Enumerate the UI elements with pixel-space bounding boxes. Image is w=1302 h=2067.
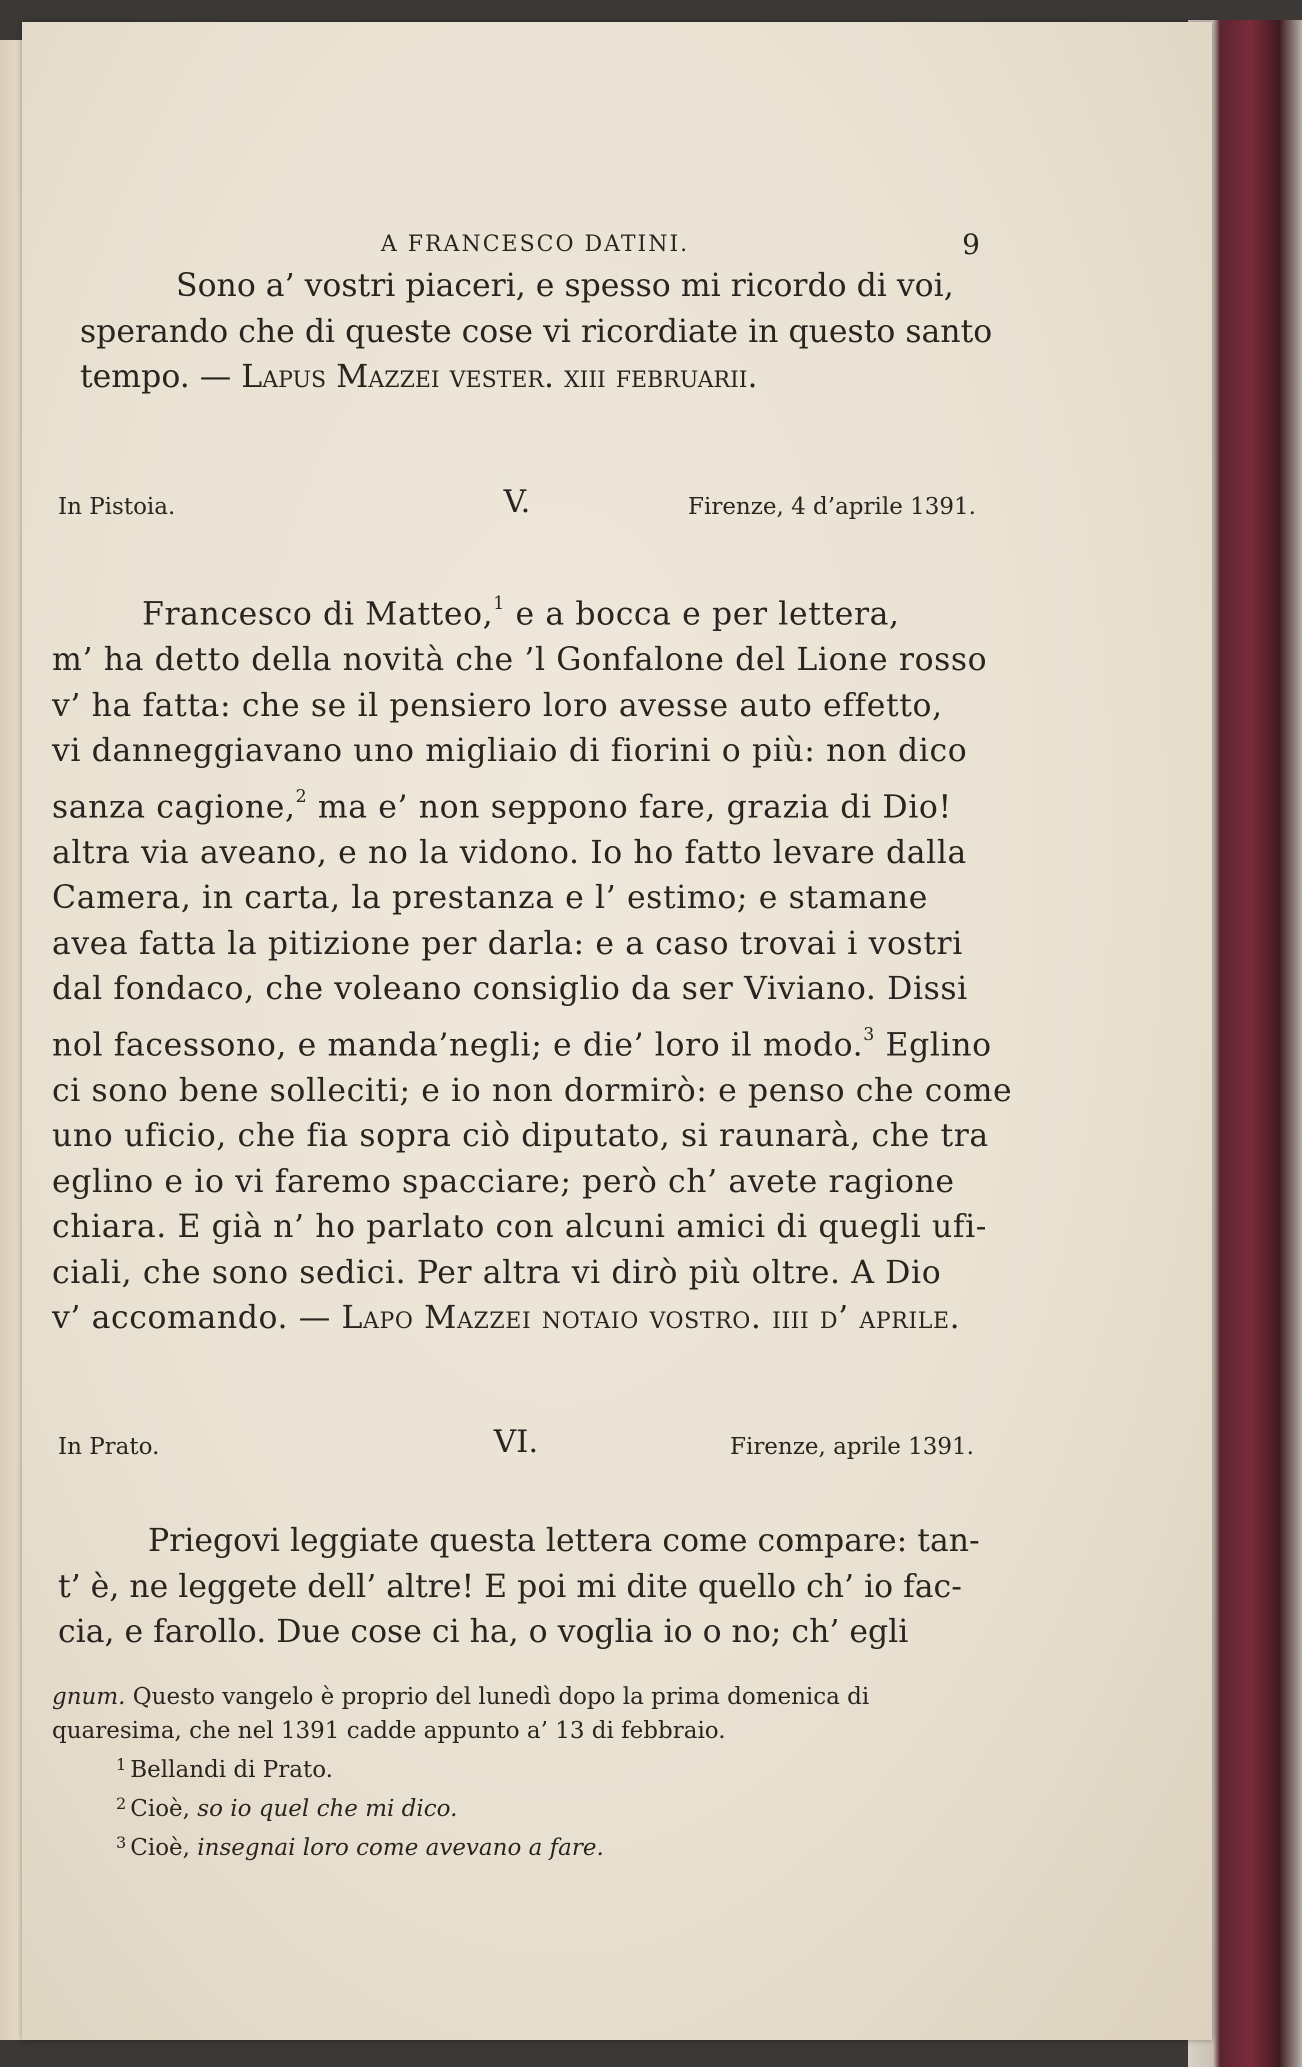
footnote-ref: 1 [493, 594, 505, 614]
text-line: ciali, che sono sedici. Per altra vi dirò più oltre. A Dio [52, 1254, 942, 1291]
letter-date: Firenze, 4 d’aprile 1391. [688, 494, 976, 520]
footnote-line [52, 1748, 992, 1787]
footnotes [52, 1680, 992, 1866]
text-line: sperando che di queste cose vi ricordiate in questo santo [80, 313, 993, 350]
text-line: v’ ha fatta: che se il pensiero loro avesse auto effetto, [52, 687, 943, 724]
text-segment: e a bocca e per lettera, [504, 596, 900, 633]
text-line: cia, e farollo. Due cose ci ha, o voglia io o no; ch’ egli [58, 1614, 909, 1650]
text-segment: v’ accomando. — [52, 1300, 342, 1337]
text-line [80, 355, 980, 401]
letter-number: V. [503, 484, 531, 520]
letter-heading [58, 484, 976, 530]
footnote-text: Cioè, [130, 1835, 198, 1862]
footnote-ref: 2 [295, 786, 308, 807]
text-line: vi danneggiavano uno migliaio di fiorini o più: non dico [52, 733, 968, 770]
letter-body [58, 1519, 978, 1656]
footnote-mark: 3 [116, 1833, 127, 1853]
text-line: Camera, in carta, la prestanza e l’ estimo; e stamane [52, 880, 928, 917]
letter-continuation [80, 264, 993, 401]
text-segment: Eglino [874, 1027, 992, 1064]
text-line: avea fatta la pitizione per darla: e a caso trovai i vostri [52, 925, 963, 962]
text-segment: Francesco di Matteo, [142, 596, 494, 633]
footnote-line [52, 1787, 992, 1826]
text-line: Sono a’ vostri piaceri, e spesso mi ricordo di voi, [176, 268, 954, 304]
text-line: Priegovi leggiate questa lettera come compare: tan- [148, 1523, 980, 1559]
footnote-text: so io quel che mi dico. [197, 1796, 458, 1823]
footnote-ref: 3 [863, 1024, 875, 1045]
text-segment: ma e’ non seppono fare, grazia di Dio! [307, 789, 952, 826]
footnote-text: gnum. [52, 1684, 126, 1710]
signature-name: Lapo Mazzei [341, 1300, 532, 1337]
footnote-text: Bellandi di Prato. [130, 1757, 333, 1784]
footnote-text: Cioè, [130, 1796, 198, 1823]
text-line: eglino e io vi faremo spacciare; però ch’ avete ragione [52, 1163, 955, 1200]
text-segment: nol facessono, e manda’negli; e die’ loro il modo. [52, 1027, 864, 1064]
letter-place: In Pistoia. [58, 494, 176, 520]
footnote-text: Questo vangelo è proprio del lunedì dopo la prima domenica di [125, 1684, 870, 1710]
text-line [52, 582, 982, 638]
text-line [52, 1296, 982, 1342]
text-segment: tempo. — [80, 359, 242, 395]
text-line: altra via aveano, e no la vidono. Io ho fatto levare dalla [52, 834, 967, 871]
signature-date: vester. xiii februarii. [439, 359, 758, 395]
footnote-line [52, 1680, 992, 1714]
footnote-line: quaresima, che nel 1391 cadde appunto a’ 13 di febbraio. [52, 1718, 726, 1744]
footnote-mark: 1 [116, 1755, 127, 1774]
text-line [52, 1013, 992, 1069]
letter-place: In Prato. [58, 1434, 160, 1460]
letter-heading [58, 1424, 974, 1470]
signature-date: notaio vostro. iiii d’ aprile. [531, 1300, 961, 1337]
page-number: 9 [962, 228, 980, 261]
footnote-mark: 2 [116, 1794, 127, 1814]
footnote-line [52, 1826, 992, 1865]
text-segment: sanza cagione, [52, 789, 296, 826]
letter-number: VI. [493, 1424, 539, 1460]
text-line: ci sono bene solleciti; e io non dormirò: e penso che come [52, 1072, 1013, 1109]
signature-name: Lapus Mazzei [241, 359, 440, 395]
text-line: t’ è, ne leggete dell’ altre! E poi mi dite quello ch’ io fac- [58, 1568, 962, 1605]
book-page [22, 22, 1212, 2040]
text-line: chiara. E già n’ ho parlato con alcuni amici di quegli ufi- [52, 1209, 988, 1246]
text-line: uno uficio, che fia sopra ciò diputato, si raunarà, che tra [52, 1118, 989, 1155]
letter-date: Firenze, aprile 1391. [730, 1434, 974, 1460]
letter-body [52, 582, 1013, 1342]
running-title: A FRANCESCO DATINI. [380, 232, 690, 257]
footnote-text: insegnai loro come avevano a fare. [197, 1835, 604, 1862]
text-line: m’ ha detto della novità che ’l Gonfalone del Lione rosso [52, 642, 988, 679]
text-line [52, 775, 982, 831]
text-line: dal fondaco, che voleano consiglio da ser Viviano. Dissi [52, 971, 968, 1008]
